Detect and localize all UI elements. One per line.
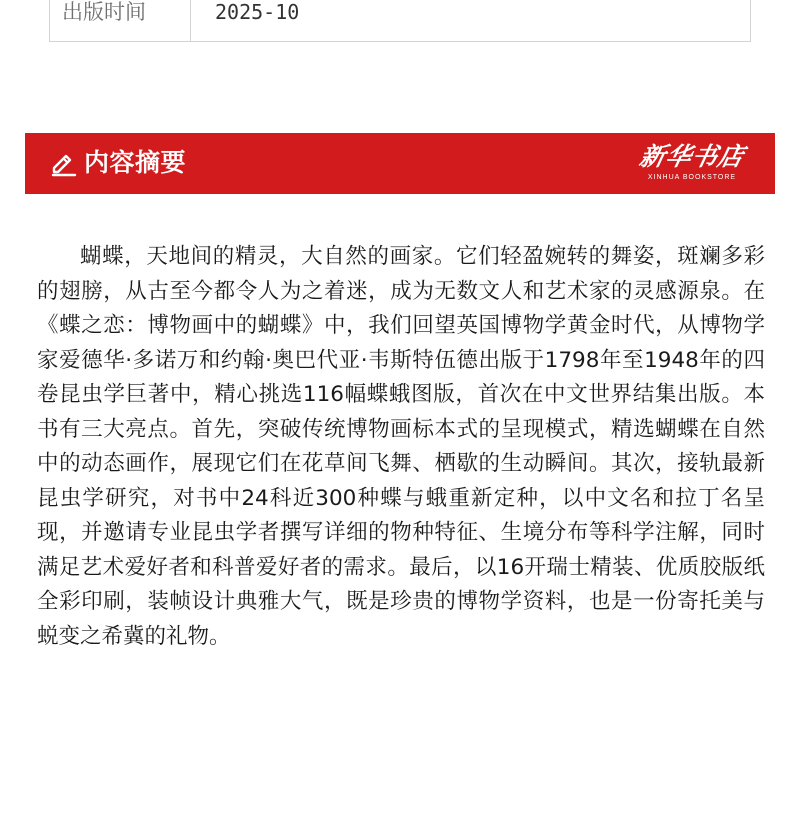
summary-section-banner bbox=[25, 133, 775, 194]
edit-pencil-icon bbox=[50, 150, 78, 178]
section-title: 内容摘要 bbox=[84, 148, 187, 177]
publication-date-label: 出版时间 bbox=[50, 0, 191, 41]
publication-info-row bbox=[49, 0, 751, 42]
brand-chinese-name: 新华书店 bbox=[637, 142, 748, 171]
xinhua-bookstore-logo bbox=[637, 141, 747, 183]
brand-english-name: XINHUA BOOKSTORE bbox=[647, 174, 737, 181]
publication-date-value: 2025-10 bbox=[215, 0, 300, 24]
content-summary-paragraph: 蝴蝶，天地间的精灵，大自然的画家。它们轻盈婉转的舞姿，斑斓多彩的翅膀，从古至今都令人为之着迷，成为无数文人和艺术家的灵感源泉。在《蝶之恋：博物画中的蝴蝶》中，我们回望英国博物学黄金时代，从博物学家爱德华·多诺万和约翰·奥巴代亚·韦斯特伍德出版于1798年至1948年的四卷昆虫学巨著中，精心挑选116幅蝶蛾图版，首次在中文世界结集出版。本书有三大亮点。首先，突破传统博物画标本式的呈现模式，精选蝴蝶在自然中的动态画作，展现它们在花草间飞舞、栖歇的生动瞬间。其次，接轨最新昆虫学研究，对书中24科近300种蝶与蛾重新定种，以中文名和拉丁名呈现，并邀请专业昆虫学者撰写详细的物种特征、生境分布等科学注解，同时满足艺术爱好者和科普爱好者的需求。最后，以16开瑞士精装、优质胶版纸全彩印刷，装帧设计典雅大气，既是珍贵的博物学资料，也是一份寄托美与蜕变之希冀的礼物。 bbox=[37, 244, 765, 649]
